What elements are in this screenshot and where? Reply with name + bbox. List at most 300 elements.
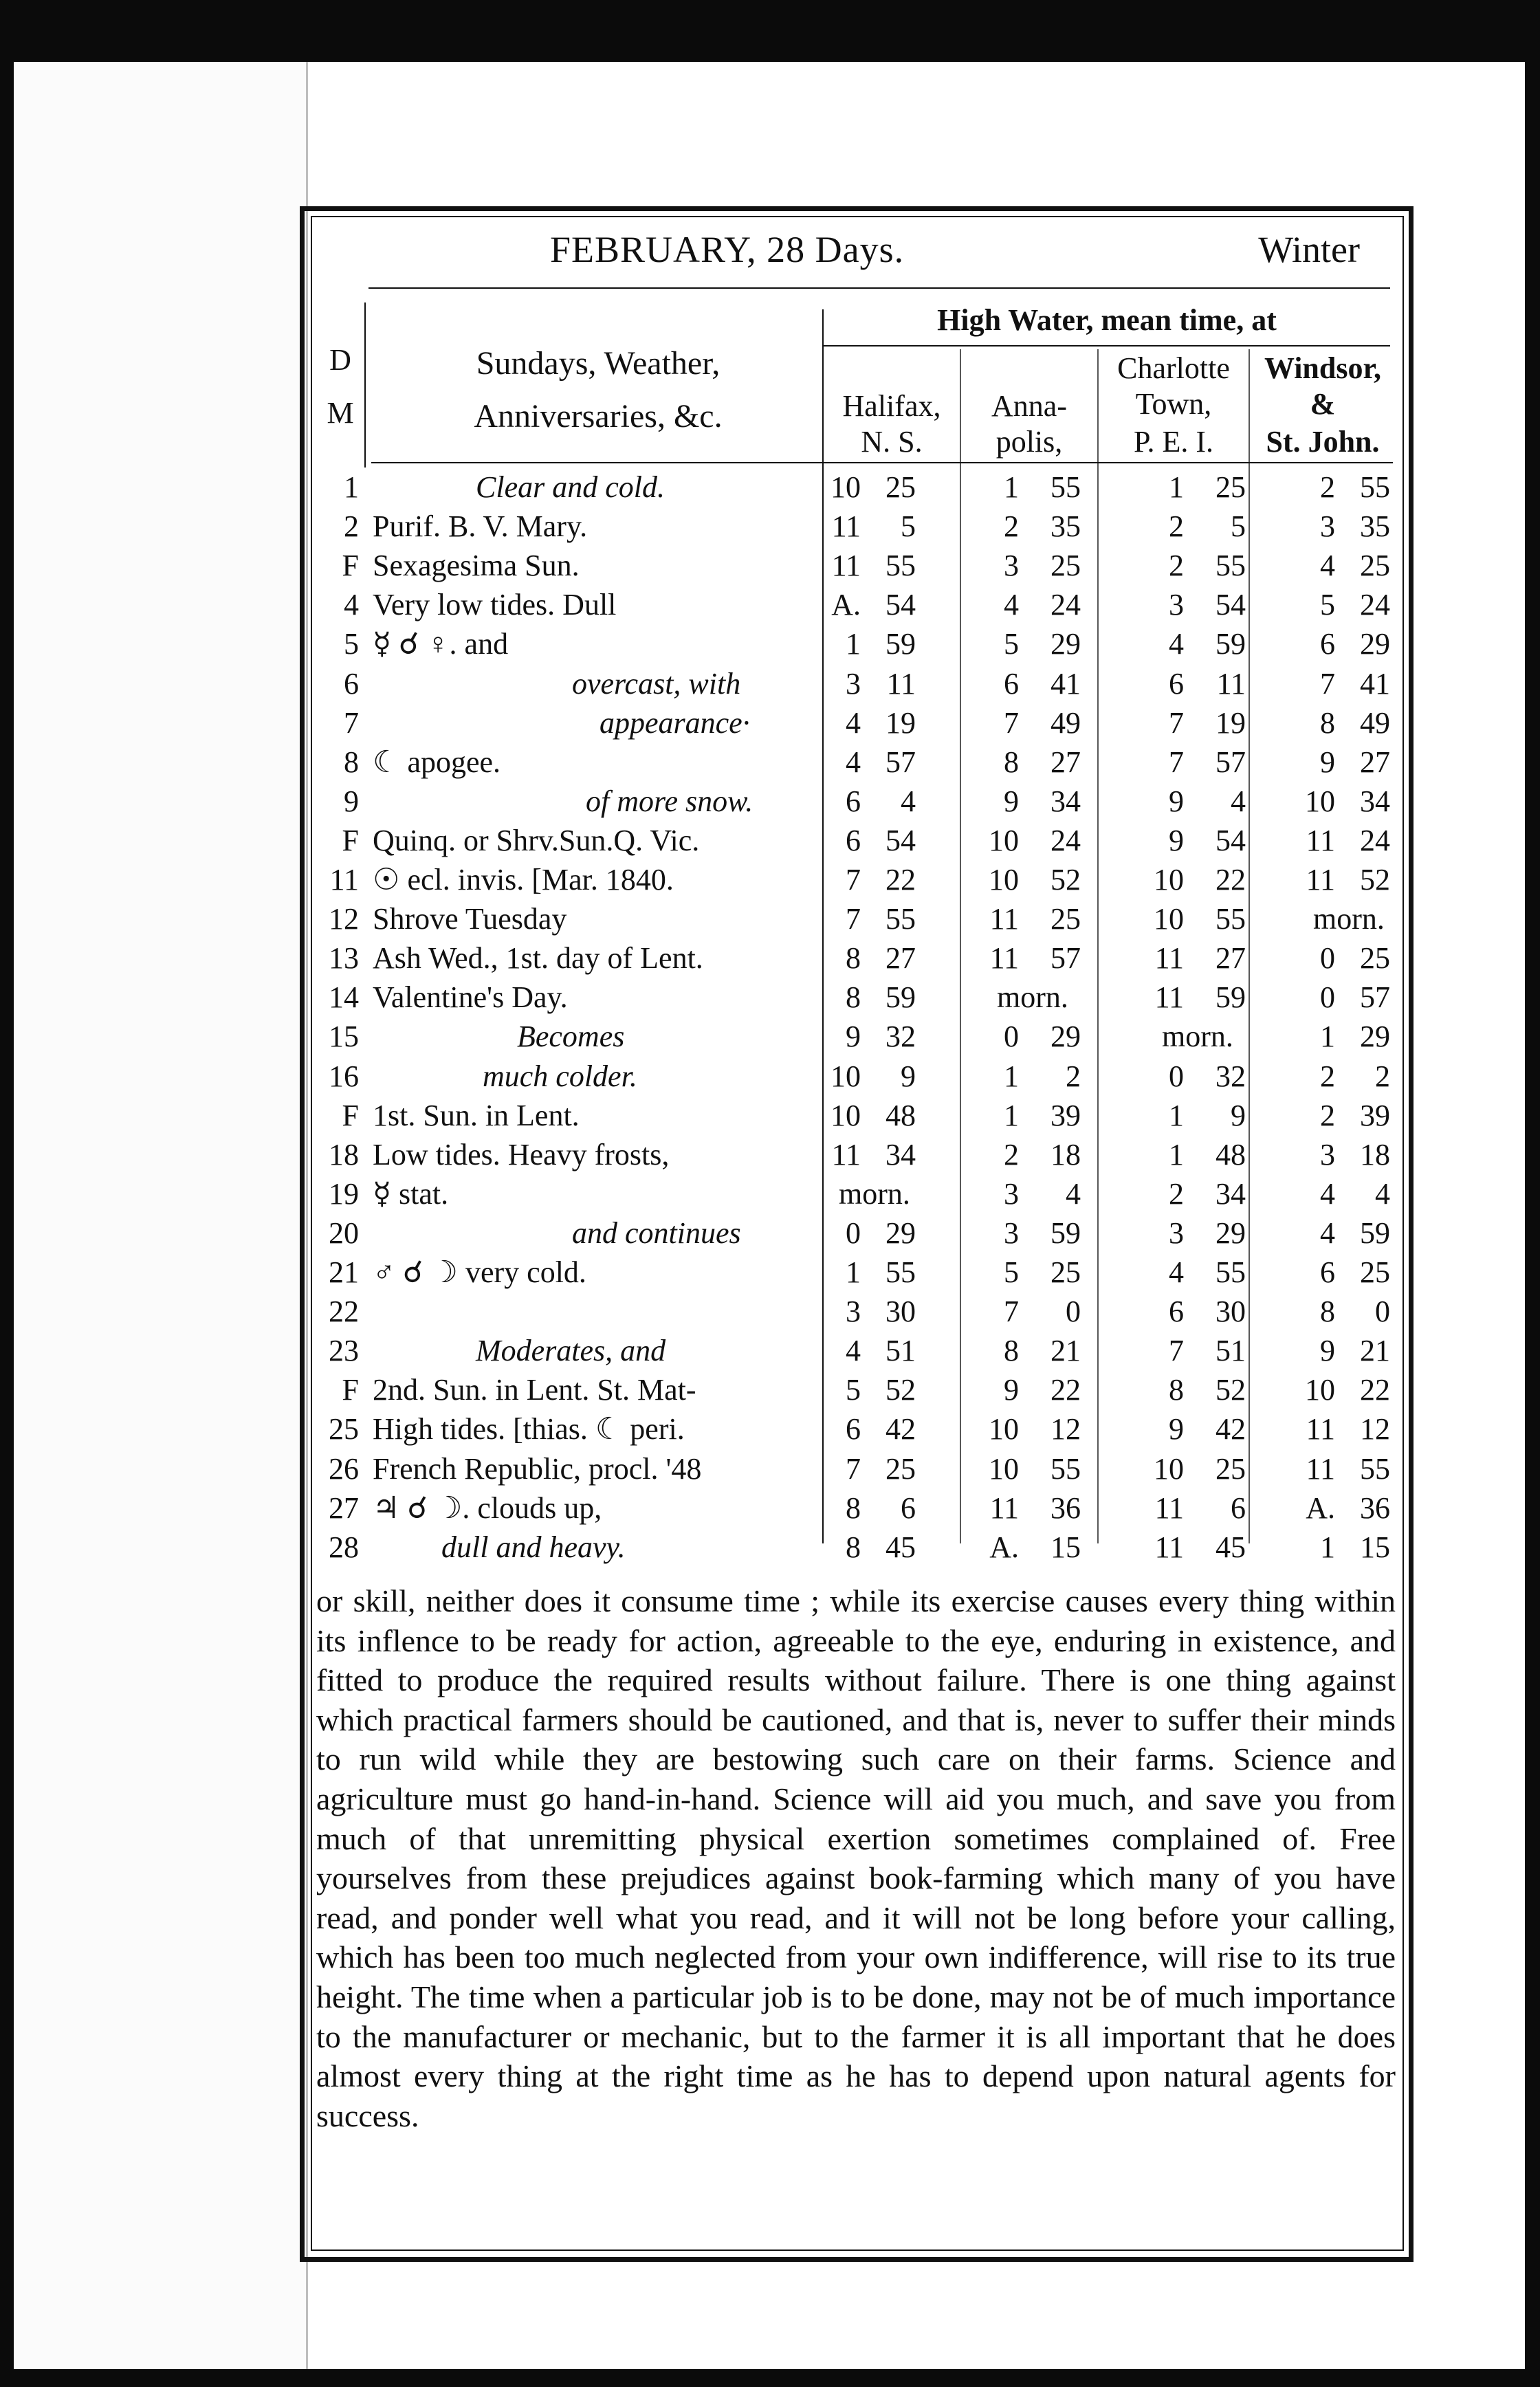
windsor-hour: 6 (1320, 1255, 1335, 1289)
charlotte-hour: 4 (1169, 1255, 1184, 1289)
annapolis-minute: 49 (1050, 705, 1081, 740)
annapolis-time: morn. (997, 980, 1068, 1015)
table-row (318, 546, 1397, 585)
rule-under-title (368, 287, 1390, 289)
halifax-hour: 4 (846, 745, 861, 779)
windsor-minute: 55 (1360, 1451, 1390, 1486)
day-of-month: 26 (329, 1451, 359, 1486)
row-note: ☿ ☌ ♀. and (373, 627, 509, 661)
dm-header-d: D (329, 343, 351, 377)
table-row (318, 1528, 1397, 1567)
windsor-minute: 35 (1360, 509, 1390, 544)
halifax-header-1: Halifax, (842, 389, 941, 423)
halifax-hour: 11 (831, 509, 861, 544)
table-row (318, 1409, 1397, 1449)
notes-header-2: Anniversaries, &c. (474, 398, 723, 434)
halifax-hour: 4 (846, 1334, 861, 1368)
charlotte-hour: 8 (1169, 1373, 1184, 1407)
halifax-minute: 5 (901, 509, 916, 544)
col-sep-dm (364, 302, 366, 468)
annapolis-hour: 8 (1004, 1334, 1019, 1368)
annapolis-minute: 59 (1050, 1216, 1081, 1250)
halifax-hour: 11 (831, 549, 861, 583)
halifax-minute: 57 (886, 745, 916, 779)
annapolis-hour: 5 (1004, 627, 1019, 661)
dm-header-m: M (327, 396, 354, 430)
day-of-month: 7 (344, 705, 359, 740)
windsor-minute: 25 (1360, 1255, 1390, 1289)
day-of-month: 18 (329, 1137, 359, 1172)
season-label: Winter (1258, 229, 1360, 270)
windsor-minute: 25 (1360, 549, 1390, 583)
halifax-hour: 6 (846, 1412, 861, 1446)
windsor-minute: 22 (1360, 1373, 1390, 1407)
halifax-hour: 3 (846, 1295, 861, 1329)
day-of-month: 4 (344, 588, 359, 622)
annapolis-hour: 0 (1004, 1020, 1019, 1054)
halifax-minute: 59 (886, 980, 916, 1015)
charlotte-minute: 25 (1216, 1451, 1246, 1486)
table-row (318, 978, 1397, 1017)
annapolis-minute: 25 (1050, 902, 1081, 936)
halifax-hour: 8 (846, 941, 861, 976)
row-note: Ash Wed., 1st. day of Lent. (373, 941, 703, 976)
halifax-hour: 10 (830, 470, 861, 504)
halifax-hour: 4 (846, 705, 861, 740)
annapolis-minute: 22 (1050, 1373, 1081, 1407)
row-note: ♂ ☌ ☽ very cold. (373, 1255, 586, 1289)
table-row (318, 703, 1397, 742)
charlotte-minute: 45 (1216, 1530, 1246, 1564)
charlotte-minute: 51 (1216, 1334, 1246, 1368)
annapolis-minute: 55 (1050, 1451, 1081, 1486)
charlotte-minute: 59 (1216, 627, 1246, 661)
charlotte-hour: 6 (1169, 666, 1184, 701)
day-of-month: 23 (329, 1334, 359, 1368)
day-of-month: F (342, 549, 359, 583)
annapolis-minute: 12 (1050, 1412, 1081, 1446)
halifax-hour: 6 (846, 784, 861, 818)
windsor-minute: 25 (1360, 941, 1390, 976)
annapolis-hour: 11 (989, 941, 1019, 976)
annapolis-minute: 24 (1050, 823, 1081, 857)
annapolis-hour: 11 (989, 902, 1019, 936)
windsor-hour: 9 (1320, 745, 1335, 779)
windsor-hour: 7 (1320, 666, 1335, 701)
halifax-hour: A. (831, 588, 861, 622)
annapolis-hour: 10 (989, 1412, 1019, 1446)
charlotte-hour: 1 (1169, 1098, 1184, 1132)
annapolis-minute: 52 (1050, 863, 1081, 896)
day-of-month: 15 (329, 1020, 359, 1054)
windsor-hour: 1 (1320, 1530, 1335, 1564)
halifax-minute: 25 (886, 470, 916, 504)
halifax-minute: 55 (886, 902, 916, 936)
rule-under-group (822, 345, 1390, 346)
table-row (318, 1488, 1397, 1528)
halifax-minute: 6 (901, 1490, 916, 1525)
day-of-month: 12 (329, 902, 359, 936)
annapolis-minute: 25 (1050, 549, 1081, 583)
article-paragraph: or skill, neither does it consume time ; while its exercise causes every thing within its inflence to be ready for action, agreeable to the eye, enduring in existence, and fitted to produce the required results without failure. There is one thing against which practical farmers should be cautioned, and that is, never to suffer their minds to run wild while they are bestowing such care on their farms. Science and agriculture must go hand-in-hand. Science will aid you much, and save you from much of that unremitting physical exertion sometimes complained of. Free yourselves from these prejudices against book-farming which many of you have read, and ponder well what you read, and it will not be long before your calling, which has been too much neglected from your own indifference, will rise to its true height. The time when a particular job is to be done, may not be of much importance to the manufacturer or mechanic, but to the farmer it is all important that he does almost every thing at the right time as he has to depend upon natural agents for success. (316, 1583, 1396, 2133)
row-note: Very low tides. Dull (373, 588, 617, 622)
charlotte-minute: 32 (1216, 1059, 1246, 1093)
table-row (318, 782, 1397, 821)
halifax-minute: 4 (901, 784, 916, 818)
halifax-minute: 42 (886, 1412, 916, 1446)
halifax-minute: 25 (886, 1451, 916, 1486)
halifax-minute: 30 (886, 1295, 916, 1329)
scan-edge-left (0, 0, 14, 2387)
annapolis-header-1: Anna- (991, 389, 1067, 423)
charlotte-minute: 54 (1216, 823, 1246, 857)
day-of-month: 21 (329, 1255, 359, 1289)
row-note: of more snow. (586, 784, 754, 818)
windsor-minute: 57 (1360, 980, 1390, 1015)
charlotte-minute: 57 (1216, 745, 1246, 779)
table-row (318, 742, 1397, 782)
table-row (318, 1370, 1397, 1409)
scan-edge-top (0, 0, 1540, 62)
windsor-minute: 18 (1360, 1137, 1390, 1172)
charlotte-hour: 7 (1169, 1334, 1184, 1368)
annapolis-hour: 7 (1004, 705, 1019, 740)
table-row (318, 1096, 1397, 1135)
windsor-minute: 29 (1360, 1020, 1390, 1054)
halifax-header-2: N. S. (861, 425, 923, 459)
halifax-minute: 55 (886, 1255, 916, 1289)
windsor-hour: 8 (1320, 705, 1335, 740)
charlotte-hour: 2 (1169, 1176, 1184, 1211)
halifax-minute: 51 (886, 1334, 916, 1368)
row-note: 1st. Sun. in Lent. (373, 1098, 580, 1132)
windsor-header-1: Windsor, (1264, 351, 1381, 385)
row-note: 2nd. Sun. in Lent. St. Mat- (373, 1373, 696, 1407)
page-title: FEBRUARY, 28 Days. (550, 229, 905, 270)
annapolis-hour: 5 (1004, 1255, 1019, 1289)
high-water-header: High Water, mean time, at (937, 303, 1277, 337)
halifax-minute: 54 (886, 823, 916, 857)
windsor-hour: 9 (1320, 1334, 1335, 1368)
halifax-hour: 7 (846, 863, 861, 896)
windsor-minute: 15 (1360, 1530, 1390, 1564)
windsor-hour: 0 (1320, 980, 1335, 1015)
windsor-hour: 11 (1306, 863, 1335, 896)
table-row (318, 1135, 1397, 1174)
row-note: Becomes (517, 1020, 625, 1054)
windsor-minute: 4 (1375, 1176, 1390, 1211)
day-of-month: 20 (329, 1216, 359, 1250)
halifax-time: morn. (839, 1176, 910, 1211)
annapolis-minute: 25 (1050, 1255, 1081, 1289)
windsor-hour: 3 (1320, 1137, 1335, 1172)
day-of-month: 28 (329, 1530, 359, 1564)
halifax-minute: 32 (886, 1020, 916, 1054)
annapolis-hour: 1 (1004, 1059, 1019, 1093)
charlotte-minute: 59 (1216, 980, 1246, 1015)
windsor-minute: 52 (1360, 863, 1390, 896)
charlotte-hour: 10 (1154, 863, 1184, 896)
charlotte-minute: 42 (1216, 1412, 1246, 1446)
charlotte-minute: 29 (1216, 1216, 1246, 1250)
annapolis-minute: 41 (1050, 666, 1081, 701)
row-note: ☿ stat. (373, 1176, 449, 1211)
charlotte-hour: 4 (1169, 627, 1184, 661)
row-note: Shrove Tuesday (373, 902, 567, 936)
annapolis-hour: 7 (1004, 1295, 1019, 1329)
charlotte-hour: 9 (1169, 784, 1184, 818)
annapolis-minute: 27 (1050, 745, 1081, 779)
charlotte-hour: 9 (1169, 823, 1184, 857)
halifax-hour: 10 (830, 1098, 861, 1132)
table-row (318, 664, 1397, 703)
charlotte-minute: 5 (1231, 509, 1246, 544)
annapolis-minute: 35 (1050, 509, 1081, 544)
day-of-month: 19 (329, 1176, 359, 1211)
halifax-hour: 10 (830, 1059, 861, 1093)
annapolis-hour: 9 (1004, 1373, 1019, 1407)
windsor-minute: 2 (1375, 1059, 1390, 1093)
charlotte-hour: 3 (1169, 1216, 1184, 1250)
charlotte-minute: 55 (1216, 902, 1246, 936)
day-of-month: 1 (344, 470, 359, 504)
table-row (318, 1213, 1397, 1253)
annapolis-minute: 34 (1050, 784, 1081, 818)
day-of-month: F (342, 823, 359, 857)
row-note: Sexagesima Sun. (373, 549, 580, 583)
halifax-minute: 48 (886, 1098, 916, 1132)
charlotte-hour: 10 (1154, 902, 1184, 936)
charlotte-hour: 3 (1169, 588, 1184, 622)
charlotte-header-1: Charlotte (1117, 351, 1230, 385)
halifax-hour: 3 (846, 666, 861, 701)
charlotte-hour: 1 (1169, 1137, 1184, 1172)
row-note: French Republic, procl. '48 (373, 1451, 702, 1486)
annapolis-hour: 9 (1004, 784, 1019, 818)
windsor-minute: 59 (1360, 1216, 1390, 1250)
table-row (318, 860, 1397, 899)
scan-edge-bottom (0, 2369, 1540, 2387)
halifax-hour: 1 (846, 627, 861, 661)
windsor-hour: 4 (1320, 1176, 1335, 1211)
windsor-minute: 34 (1360, 784, 1390, 818)
windsor-hour: 11 (1306, 1412, 1335, 1446)
charlotte-hour: 1 (1169, 470, 1184, 504)
charlotte-hour: 2 (1169, 549, 1184, 583)
halifax-minute: 22 (886, 863, 916, 896)
charlotte-header-3: P. E. I. (1133, 425, 1214, 459)
annapolis-hour: 1 (1004, 470, 1019, 504)
halifax-hour: 11 (831, 1137, 861, 1172)
table-row (318, 1331, 1397, 1370)
annapolis-minute: 39 (1050, 1098, 1081, 1132)
charlotte-minute: 25 (1216, 470, 1246, 504)
halifax-minute: 19 (886, 705, 916, 740)
annapolis-minute: 15 (1050, 1530, 1081, 1564)
charlotte-hour: 6 (1169, 1295, 1184, 1329)
halifax-hour: 7 (846, 1451, 861, 1486)
charlotte-header-2: Town, (1135, 387, 1212, 421)
halifax-hour: 8 (846, 980, 861, 1015)
annapolis-minute: 24 (1050, 588, 1081, 622)
charlotte-time: morn. (1162, 1020, 1233, 1054)
annapolis-hour: 2 (1004, 1137, 1019, 1172)
table-row (318, 1292, 1397, 1331)
day-of-month: F (342, 1373, 359, 1407)
annapolis-minute: 57 (1050, 941, 1081, 976)
charlotte-minute: 11 (1216, 666, 1246, 701)
table-row (318, 899, 1397, 938)
annapolis-hour: 3 (1004, 549, 1019, 583)
day-of-month: 6 (344, 666, 359, 701)
charlotte-minute: 27 (1216, 941, 1246, 976)
charlotte-minute: 19 (1216, 705, 1246, 740)
halifax-minute: 11 (886, 666, 916, 701)
charlotte-hour: 9 (1169, 1412, 1184, 1446)
windsor-minute: 41 (1360, 666, 1390, 701)
windsor-minute: 0 (1375, 1295, 1390, 1329)
charlotte-minute: 4 (1231, 784, 1246, 818)
row-note: ☾ apogee. (373, 745, 501, 779)
halifax-hour: 7 (846, 902, 861, 936)
day-of-month: 13 (329, 941, 359, 976)
charlotte-hour: 11 (1154, 980, 1184, 1015)
windsor-hour: 8 (1320, 1295, 1335, 1329)
windsor-minute: 27 (1360, 745, 1390, 779)
day-of-month: 9 (344, 784, 359, 818)
table-row (318, 468, 1397, 507)
row-note: Purif. B. V. Mary. (373, 509, 588, 544)
scan-edge-right (1525, 0, 1540, 2387)
charlotte-hour: 0 (1169, 1059, 1184, 1093)
charlotte-hour: 11 (1154, 1530, 1184, 1564)
halifax-hour: 8 (846, 1530, 861, 1564)
charlotte-hour: 11 (1154, 1490, 1184, 1525)
halifax-minute: 34 (886, 1137, 916, 1172)
windsor-hour: 2 (1320, 1059, 1335, 1093)
annapolis-hour: 10 (989, 863, 1019, 896)
windsor-minute: 29 (1360, 627, 1390, 661)
charlotte-minute: 55 (1216, 1255, 1246, 1289)
day-of-month: 8 (344, 745, 359, 779)
halifax-minute: 27 (886, 941, 916, 976)
windsor-minute: 12 (1360, 1412, 1390, 1446)
halifax-minute: 55 (886, 549, 916, 583)
day-of-month: 22 (329, 1295, 359, 1329)
table-row (318, 1449, 1397, 1488)
annapolis-minute: 18 (1050, 1137, 1081, 1172)
windsor-hour: 6 (1320, 627, 1335, 661)
row-note: overcast, with (572, 666, 741, 701)
halifax-hour: 1 (846, 1255, 861, 1289)
halifax-hour: 8 (846, 1490, 861, 1525)
annapolis-hour: 2 (1004, 509, 1019, 544)
windsor-minute: 49 (1360, 705, 1390, 740)
annapolis-minute: 4 (1066, 1176, 1081, 1211)
rule-under-header (371, 462, 1393, 463)
row-note: Low tides. Heavy frosts, (373, 1137, 670, 1172)
halifax-hour: 6 (846, 823, 861, 857)
charlotte-hour: 7 (1169, 705, 1184, 740)
windsor-hour: A. (1306, 1490, 1335, 1525)
annapolis-hour: 4 (1004, 588, 1019, 622)
annapolis-hour: 8 (1004, 745, 1019, 779)
windsor-hour: 4 (1320, 1216, 1335, 1250)
windsor-minute: 55 (1360, 470, 1390, 504)
windsor-hour: 0 (1320, 941, 1335, 976)
article-text (316, 1581, 1396, 2135)
annapolis-hour: 3 (1004, 1216, 1019, 1250)
annapolis-hour: 10 (989, 823, 1019, 857)
halifax-minute: 59 (886, 627, 916, 661)
row-note: High tides. [thias. ☾ peri. (373, 1412, 685, 1446)
windsor-time: morn. (1313, 902, 1385, 936)
windsor-minute: 21 (1360, 1334, 1390, 1368)
day-of-month: 2 (344, 509, 359, 544)
halifax-hour: 9 (846, 1020, 861, 1054)
charlotte-minute: 54 (1216, 588, 1246, 622)
halifax-minute: 29 (886, 1216, 916, 1250)
annapolis-minute: 21 (1050, 1334, 1081, 1368)
day-of-month: 25 (329, 1412, 359, 1446)
charlotte-minute: 34 (1216, 1176, 1246, 1211)
annapolis-hour: 3 (1004, 1176, 1019, 1211)
row-note: Moderates, and (476, 1334, 666, 1368)
annapolis-hour: 6 (1004, 666, 1019, 701)
day-of-month: 16 (329, 1059, 359, 1093)
windsor-minute: 36 (1360, 1490, 1390, 1525)
table-row (318, 1017, 1397, 1056)
day-of-month: 14 (329, 980, 359, 1015)
charlotte-hour: 2 (1169, 509, 1184, 544)
charlotte-hour: 11 (1154, 941, 1184, 976)
annapolis-hour: 1 (1004, 1098, 1019, 1132)
windsor-hour: 3 (1320, 509, 1335, 544)
table-row (318, 938, 1397, 978)
day-of-month: F (342, 1098, 359, 1132)
windsor-minute: 39 (1360, 1098, 1390, 1132)
row-note: Clear and cold. (476, 470, 665, 504)
charlotte-minute: 48 (1216, 1137, 1246, 1172)
table-row (318, 507, 1397, 546)
charlotte-minute: 52 (1216, 1373, 1246, 1407)
halifax-minute: 52 (886, 1373, 916, 1407)
windsor-header-2: & (1310, 387, 1336, 421)
windsor-hour: 4 (1320, 549, 1335, 583)
halifax-hour: 0 (846, 1216, 861, 1250)
windsor-minute: 24 (1360, 823, 1390, 857)
row-note: dull and heavy. (441, 1530, 626, 1564)
windsor-hour: 1 (1320, 1020, 1335, 1054)
table-row (318, 1253, 1397, 1292)
notes-header-1: Sundays, Weather, (476, 345, 720, 382)
annapolis-hour: 10 (989, 1451, 1019, 1486)
table-row (318, 821, 1397, 860)
annapolis-minute: 0 (1066, 1295, 1081, 1329)
annapolis-minute: 36 (1050, 1490, 1081, 1525)
halifax-minute: 45 (886, 1530, 916, 1564)
charlotte-minute: 9 (1231, 1098, 1246, 1132)
day-of-month: 11 (329, 863, 359, 896)
row-note: ♃ ☌ ☽. clouds up, (373, 1490, 602, 1525)
row-note: appearance· (600, 705, 750, 740)
row-note: and continues (572, 1216, 741, 1250)
windsor-hour: 11 (1306, 1451, 1335, 1486)
annapolis-minute: 55 (1050, 470, 1081, 504)
table-row (318, 1174, 1397, 1213)
windsor-hour: 11 (1306, 823, 1335, 857)
windsor-hour: 2 (1320, 1098, 1335, 1132)
